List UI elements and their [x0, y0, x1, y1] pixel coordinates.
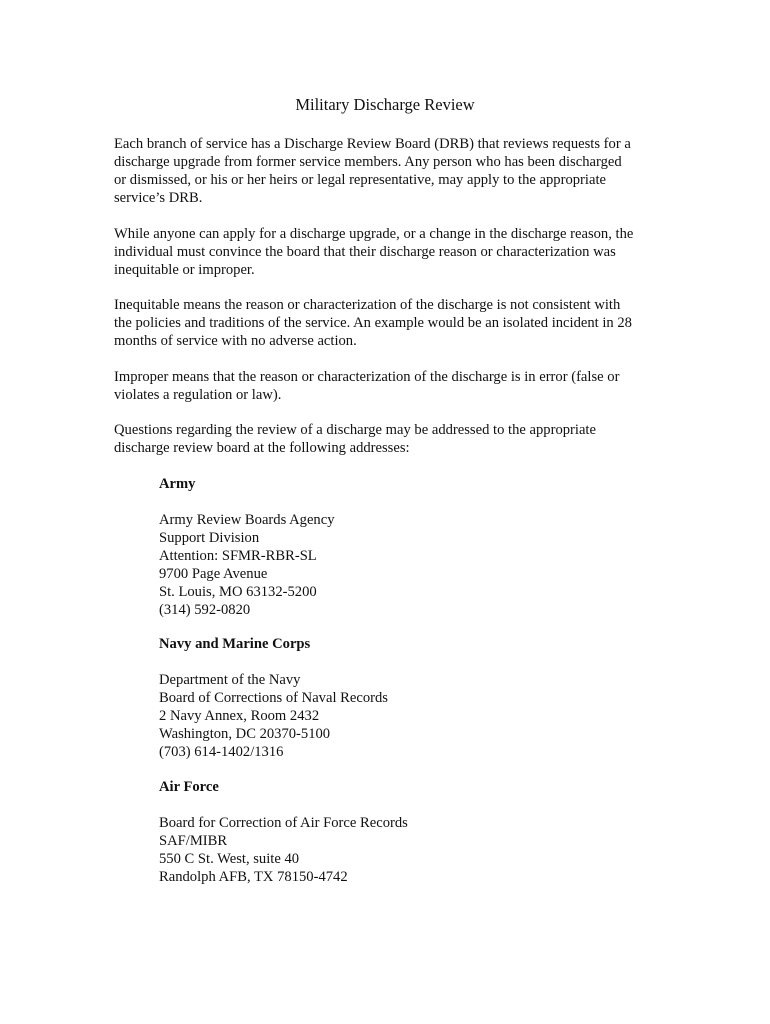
address-block-army — [159, 475, 559, 619]
paragraph-inequitable-definition — [114, 296, 674, 350]
paragraph-line: Improper means that the reason or characterization of the discharge is in error (false or — [114, 369, 620, 385]
address-line: 2 Navy Annex, Room 2432 — [159, 708, 320, 724]
paragraph-questions — [114, 421, 674, 457]
document-title: Military Discharge Review — [295, 95, 475, 114]
paragraph-line: individual must convince the board that their discharge reason or characterization was — [114, 244, 616, 260]
address-block-navy-marine-corps — [159, 635, 559, 761]
address-heading: Navy and Marine Corps — [159, 636, 311, 652]
paragraph-who-can-apply — [114, 225, 674, 279]
address-phone: (703) 614-1402/1316 — [159, 744, 284, 760]
paragraph-improper-definition — [114, 368, 674, 404]
address-line: Army Review Boards Agency — [159, 512, 335, 528]
address-heading: Air Force — [159, 779, 219, 795]
address-line: Board of Corrections of Naval Records — [159, 690, 388, 706]
address-line: 9700 Page Avenue — [159, 566, 268, 582]
paragraph-drb-intro — [114, 135, 674, 207]
address-phone: (314) 592-0820 — [159, 602, 251, 618]
address-line: St. Louis, MO 63132-5200 — [159, 584, 317, 600]
address-line: Randolph AFB, TX 78150-4742 — [159, 869, 348, 885]
paragraph-line: the policies and traditions of the service. An example would be an isolated incident in 28 — [114, 315, 632, 331]
address-line: Board for Correction of Air Force Records — [159, 815, 408, 831]
paragraph-line: Inequitable means the reason or characterization of the discharge is not consistent with — [114, 297, 621, 313]
address-line: Support Division — [159, 530, 260, 546]
address-line: SAF/MIBR — [159, 833, 228, 849]
paragraph-line: violates a regulation or law). — [114, 387, 282, 403]
address-block-air-force — [159, 778, 559, 886]
address-line: Attention: SFMR-RBR-SL — [159, 548, 317, 564]
paragraph-line: discharge upgrade from former service members. Any person who has been discharged — [114, 154, 622, 170]
paragraph-line: months of service with no adverse action. — [114, 333, 357, 349]
address-line: Washington, DC 20370-5100 — [159, 726, 331, 742]
paragraph-line: While anyone can apply for a discharge upgrade, or a change in the discharge reason, the — [114, 226, 634, 242]
address-heading: Army — [159, 476, 196, 492]
paragraph-line: or dismissed, or his or her heirs or legal representative, may apply to the appropriate — [114, 172, 606, 188]
paragraph-line: discharge review board at the following addresses: — [114, 440, 410, 456]
paragraph-line: service’s DRB. — [114, 190, 203, 206]
paragraph-line: Each branch of service has a Discharge Review Board (DRB) that reviews requests for a — [114, 136, 631, 152]
paragraph-line: Questions regarding the review of a discharge may be addressed to the appropriate — [114, 422, 596, 438]
paragraph-line: inequitable or improper. — [114, 262, 255, 278]
address-line: Department of the Navy — [159, 672, 301, 688]
address-line: 550 C St. West, suite 40 — [159, 851, 300, 867]
